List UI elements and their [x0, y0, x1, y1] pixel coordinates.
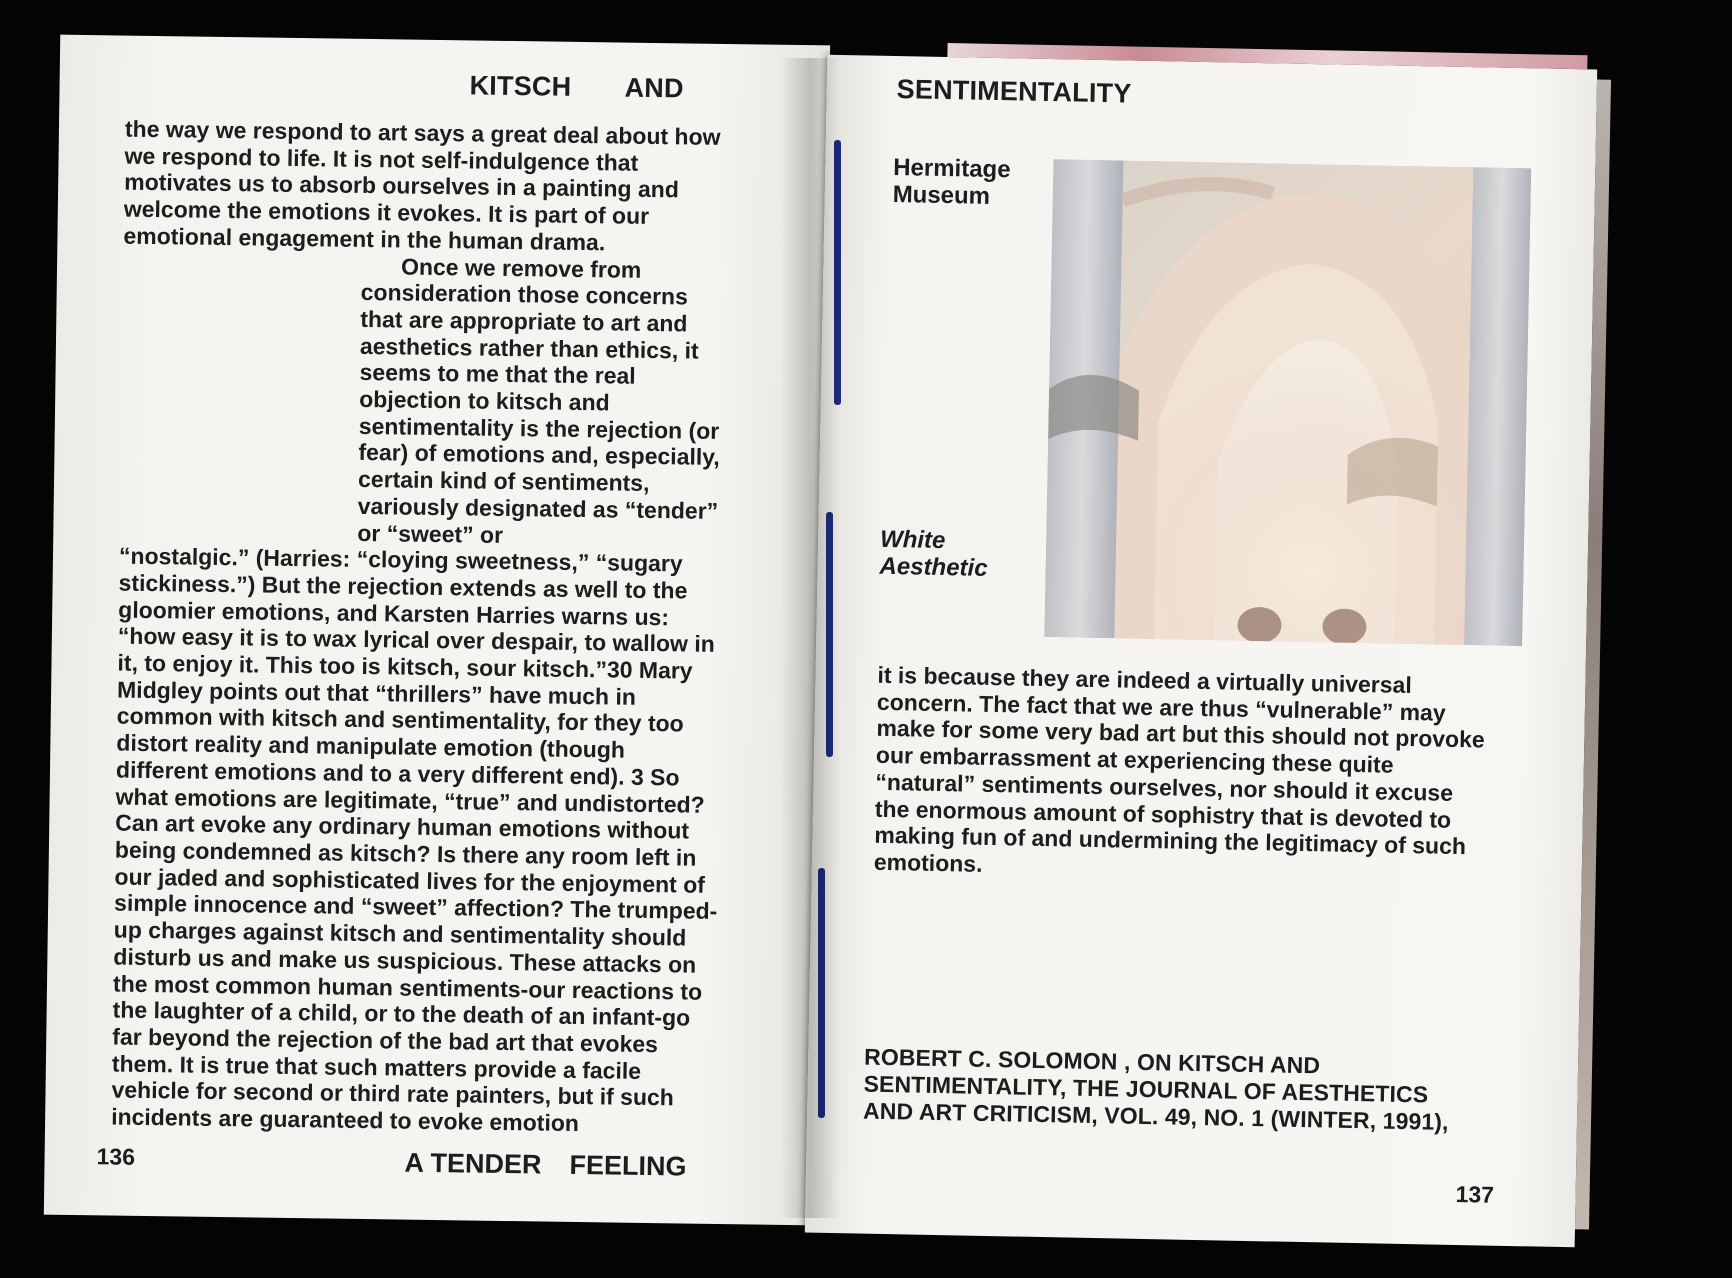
footer-a-tender: A TENDER [404, 1147, 542, 1180]
header-sentimentality: SENTIMENTALITY [896, 74, 1132, 109]
paragraph-1: the way we respond to art says a great deal about how we respond to life. It is not self-indulgence that motivates us to absorb ourselves in a painting and welcome the emotions it evokes. It is part of our emotional engagement in the human drama. [123, 115, 721, 256]
header-and: AND [624, 72, 684, 104]
right-body-text: it is because they are indeed a virtually universal concern. The fact that we are thus “vulnerable” may make for some very bad art but this should not provoke our embarrassment at experiencing these quite “natural” sentiments ourselves, nor should it excuse the enormous amount of sophistry that is devoted to making fun of and undermining the legitimacy of such emotions. [873, 661, 1485, 877]
photo-cathedral-interior [1044, 159, 1531, 646]
footer-feeling: FEELING [569, 1149, 687, 1182]
citation-reference: ROBERT C. SOLOMON , ON KITSCH AND SENTIMENTALITY, THE JOURNAL OF AESTHETICS AND ART CRITICISM, VOL. 49, NO. 1 (WINTER, 1991), [862, 1043, 1449, 1135]
page-edge-strip [1575, 79, 1611, 1229]
paragraph-2-rest: “nostalgic.” (Harries: “cloying sweetness,” “sugary stickiness.”) But the rejection extends as well to the gloomier emotions, and Karsten Harries warns us: “how easy it is to wax lyrical over despair, to wallow in it, to enjoy it. This too is kitsch, sour kitsch.”30 Mary Midgley points out that “thrillers” have much in common with kitsch and sentimentality, for they too distort reality and manipulate emotion (though different emotions and to a very different end). 3 So what emotions are legitimate, “true” and undistorted? Can art evoke any ordinary human emotions without being condemned as kitsch? Is there any room left in our jaded and sophisticated lives for the enjoyment of simple innocence and “sweet” affection? The trumped-up charges against kitsch and sentimentality should disturb us and make us suspicious. These attacks on the most common human sentiments-our reactions to the laughter of a child, or to the death of an infant-go far beyond the rejection of the bad art that evokes them. It is true that such matters provide a facile vehicle for second or third rate painters, but if such incidents are guaranteed to evoke emotion [110, 542, 718, 1137]
paragraph-2-indented: Once we remove from consideration those concerns that are appropriate to art and aesthetics rather than ethics, it seems to me that the real objection to kitsch and sentimentality is the rejection (or fear) of emotions and, especially, certain kind of sentiments, variously designated as “tender” or “sweet” or [357, 252, 720, 548]
left-body-text [111, 116, 730, 1139]
page-number-left: 136 [96, 1143, 136, 1170]
page-edge-pink [947, 43, 1587, 69]
caption-white-aesthetic: White Aesthetic [879, 525, 988, 582]
left-page [44, 35, 830, 1226]
right-page [805, 55, 1597, 1248]
page-number-right: 137 [1455, 1180, 1495, 1208]
spine-shadow [780, 58, 840, 1218]
paragraph-2-indented-block [357, 252, 728, 551]
caption-hermitage-museum: Hermitage Museum [892, 154, 1011, 210]
cathedral-photo-graphic [1044, 159, 1531, 646]
header-kitsch: KITSCH [469, 70, 572, 102]
